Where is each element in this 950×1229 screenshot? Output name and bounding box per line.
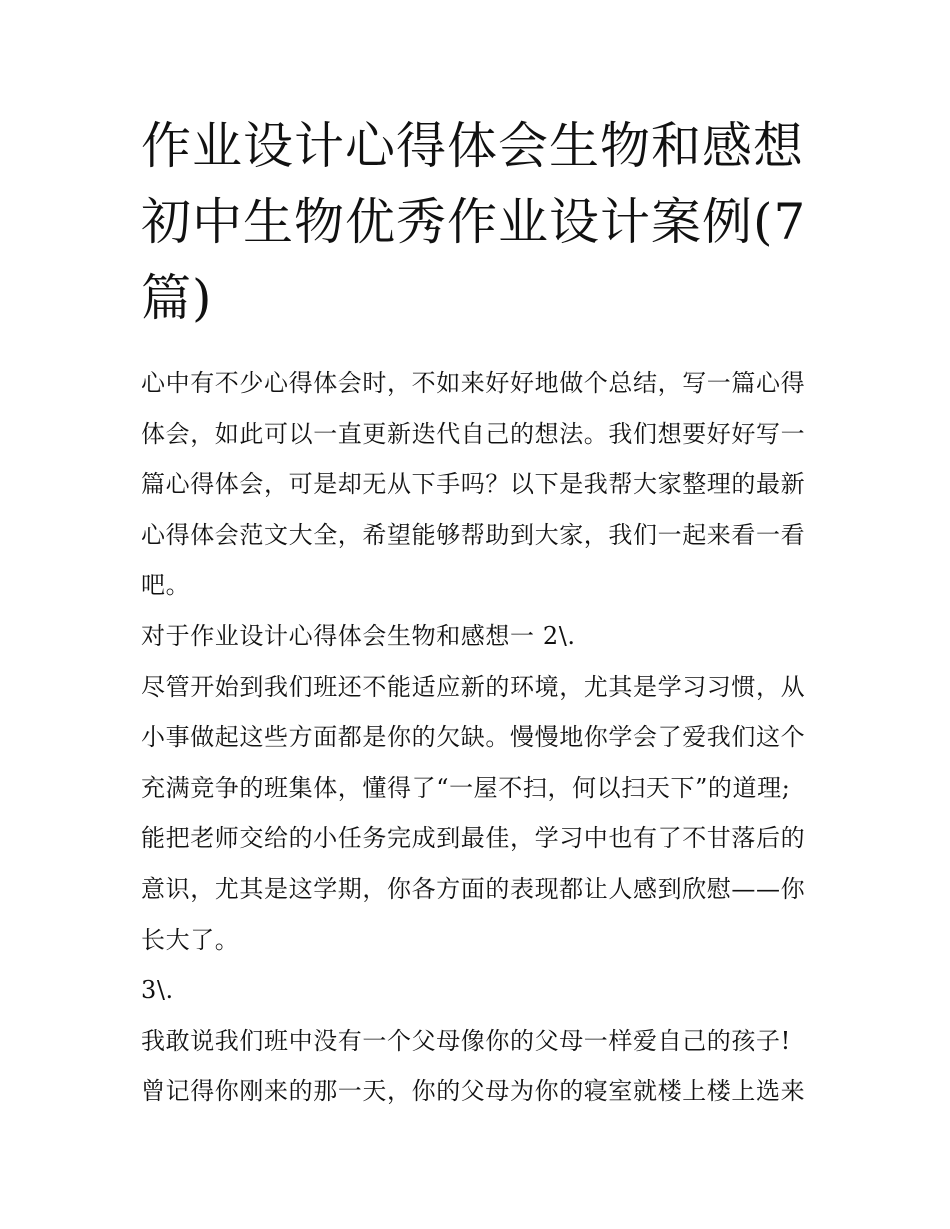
body-paragraph bbox=[141, 1016, 813, 1117]
document-title bbox=[141, 108, 813, 336]
text-line: 曾记得你刚来的那一天，你的父母为你的寝室就楼上楼上选来 bbox=[141, 1077, 806, 1106]
title-line: 初中生物优秀作业设计案例(7 bbox=[141, 193, 807, 251]
text-line: 我敢说我们班中没有一个父母像你的父母一样爱自己的孩子! bbox=[141, 1026, 791, 1055]
text-line: 体会，如此可以一直更新迭代自己的想法。我们想要好好写一 bbox=[141, 419, 806, 448]
text-line: 篇心得体会，可是却无从下手吗？以下是我帮大家整理的最新 bbox=[141, 470, 806, 499]
intro-paragraph bbox=[141, 358, 813, 611]
section-heading bbox=[141, 611, 813, 662]
text-line: 吧。 bbox=[141, 571, 191, 600]
text-line: 充满竞争的班集体，懂得了“一屋不扫，何以扫天下”的道理; bbox=[141, 773, 791, 802]
title-line: 作业设计心得体会生物和感想 bbox=[141, 117, 804, 175]
document-page bbox=[141, 108, 813, 1117]
text-line: 长大了。 bbox=[141, 925, 240, 954]
text-line: 对于作业设计心得体会生物和感想一 2\. bbox=[141, 621, 576, 650]
text-line: 能把老师交给的小任务完成到最佳，学习中也有了不甘落后的 bbox=[141, 824, 806, 853]
text-line: 意识，尤其是这学期，你各方面的表现都让人感到欣慰——你 bbox=[141, 874, 806, 903]
body-paragraph bbox=[141, 662, 813, 966]
document-body bbox=[141, 358, 813, 1117]
text-line: 心中有不少心得体会时，不如来好好地做个总结，写一篇心得 bbox=[141, 369, 806, 397]
text-line: 尽管开始到我们班还不能适应新的环境，尤其是学习习惯，从 bbox=[141, 672, 806, 701]
text-line: 3\. bbox=[141, 976, 174, 1005]
item-number bbox=[141, 965, 813, 1016]
text-line: 小事做起这些方面都是你的欠缺。慢慢地你学会了爱我们这个 bbox=[141, 723, 806, 752]
title-line: 篇) bbox=[141, 269, 213, 327]
text-line: 心得体会范文大全，希望能够帮助到大家，我们一起来看一看 bbox=[141, 520, 806, 549]
